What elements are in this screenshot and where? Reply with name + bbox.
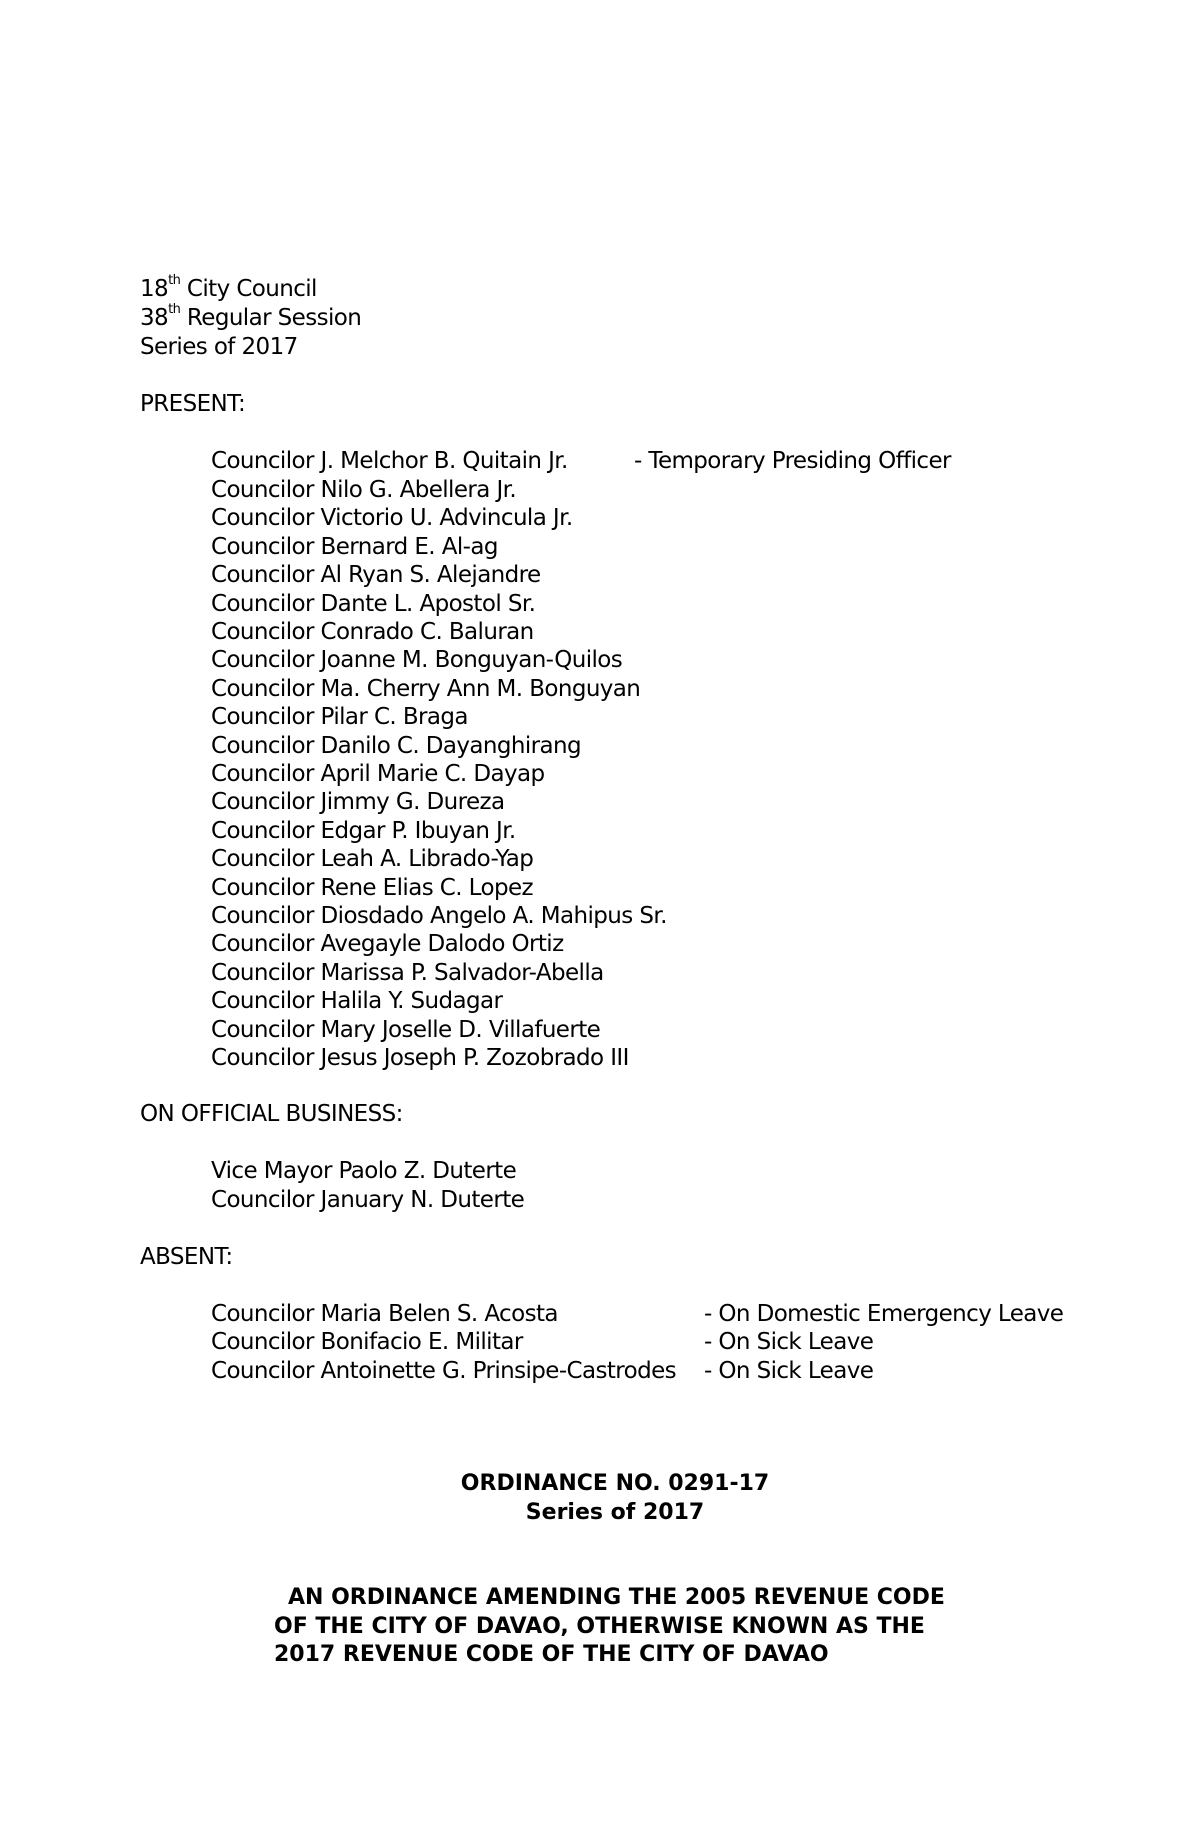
present-member: Councilor Bernard E. Al-ag [211, 534, 498, 560]
ordinance-title-line: AN ORDINANCE AMENDING THE 2005 REVENUE CODE [288, 1585, 945, 1610]
present-heading: PRESENT: [140, 391, 246, 417]
present-member: Councilor Pilar C. Braga [211, 704, 468, 730]
council-label: City Council [180, 276, 317, 302]
ordinance-title-line: 2017 REVENUE CODE OF THE CITY OF DAVAO [274, 1642, 829, 1667]
council-number: 18 [140, 276, 169, 302]
absent-member-note: - On Sick Leave [704, 1329, 874, 1355]
session-line [140, 304, 361, 332]
session-label: Regular Session [180, 305, 362, 331]
present-member: Councilor Jimmy G. Dureza [211, 789, 505, 815]
present-member: Councilor Jesus Joseph P. Zozobrado III [211, 1045, 629, 1071]
absent-member: Councilor Antoinette G. Prinsipe-Castrodes [211, 1358, 677, 1384]
present-member: Councilor J. Melchor B. Quitain Jr. [211, 448, 568, 474]
present-member: Councilor Rene Elias C. Lopez [211, 875, 533, 901]
official-business-heading: ON OFFICIAL BUSINESS: [140, 1101, 403, 1127]
present-member: Councilor Diosdado Angelo A. Mahipus Sr. [211, 903, 667, 929]
absent-member: Councilor Maria Belen S. Acosta [211, 1301, 558, 1327]
absent-member-note: - On Sick Leave [704, 1358, 874, 1384]
official-business-member: Councilor January N. Duterte [211, 1187, 525, 1213]
present-member-note: - Temporary Presiding Officer [634, 448, 951, 474]
present-member: Councilor Mary Joselle D. Villafuerte [211, 1017, 601, 1043]
council-ordinal-suffix: th [168, 273, 181, 289]
council-line [140, 275, 317, 303]
ordinance-series: Series of 2017 [525, 1500, 705, 1525]
present-member: Councilor Edgar P. Ibuyan Jr. [211, 818, 516, 844]
present-member: Councilor Nilo G. Abellera Jr. [211, 477, 517, 503]
absent-member-note: - On Domestic Emergency Leave [704, 1301, 1064, 1327]
present-member: Councilor Joanne M. Bonguyan-Quilos [211, 647, 623, 673]
ordinance-title-line: OF THE CITY OF DAVAO, OTHERWISE KNOWN AS THE [274, 1614, 925, 1639]
session-ordinal-suffix: th [168, 302, 181, 318]
absent-member: Councilor Bonifacio E. Militar [211, 1329, 523, 1355]
present-member: Councilor Conrado C. Baluran [211, 619, 534, 645]
present-member: Councilor Marissa P. Salvador-Abella [211, 960, 604, 986]
present-member: Councilor Dante L. Apostol Sr. [211, 591, 536, 617]
present-member: Councilor Al Ryan S. Alejandre [211, 562, 541, 588]
series-line: Series of 2017 [140, 334, 298, 360]
present-member: Councilor Danilo C. Dayanghirang [211, 733, 581, 759]
present-member: Councilor Halila Y. Sudagar [211, 988, 503, 1014]
session-number: 38 [140, 305, 169, 331]
present-member: Councilor Victorio U. Advincula Jr. [211, 505, 573, 531]
present-member: Councilor Ma. Cherry Ann M. Bonguyan [211, 676, 641, 702]
ordinance-number: ORDINANCE NO. 0291-17 [460, 1471, 770, 1496]
present-member: Councilor Avegayle Dalodo Ortiz [211, 931, 564, 957]
present-member: Councilor April Marie C. Dayap [211, 761, 545, 787]
absent-heading: ABSENT: [140, 1244, 233, 1270]
official-business-member: Vice Mayor Paolo Z. Duterte [211, 1158, 517, 1184]
present-member: Councilor Leah A. Librado-Yap [211, 846, 534, 872]
